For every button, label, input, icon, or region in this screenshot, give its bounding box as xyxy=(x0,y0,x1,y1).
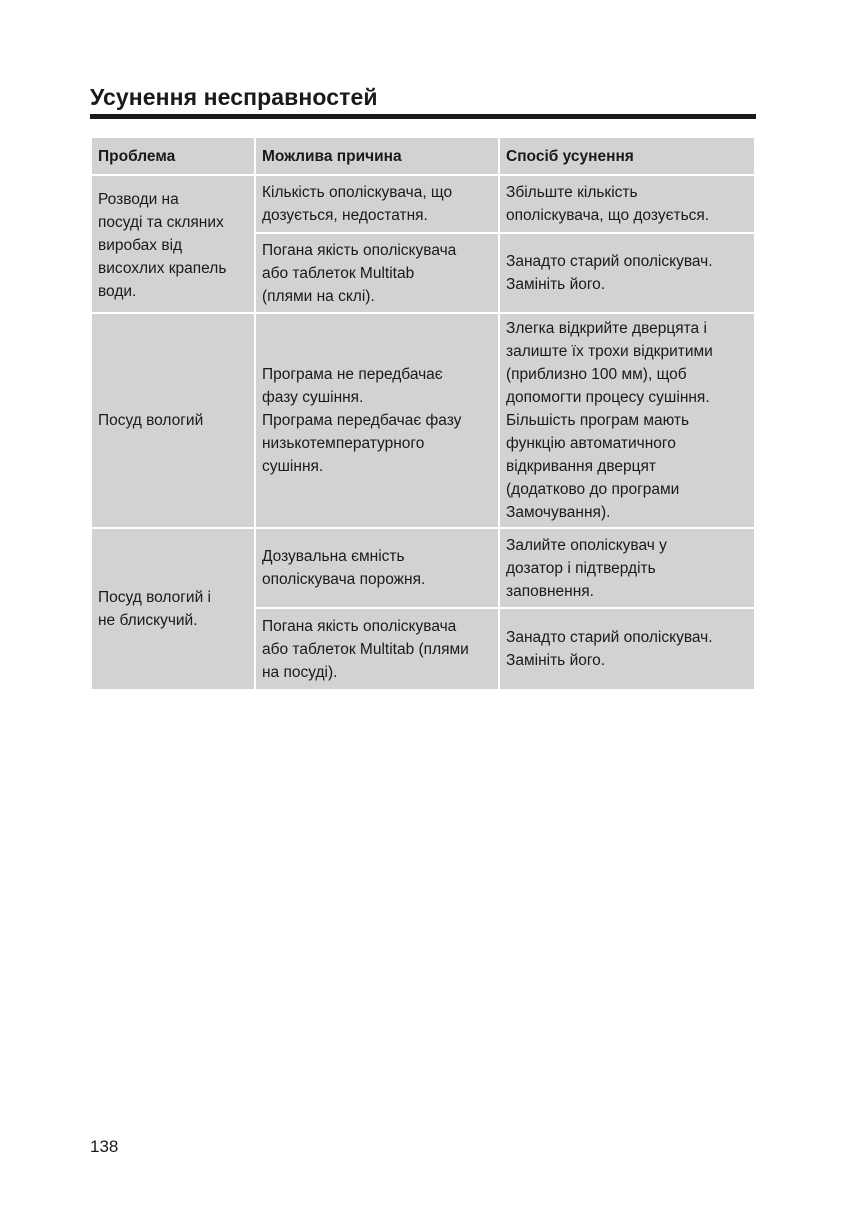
solution-cell xyxy=(499,608,755,690)
problem-text: Розводи на посуді та скляних виробах від висохлих крапель води. xyxy=(98,191,227,300)
table-header-row xyxy=(91,137,755,175)
solution-cell xyxy=(499,528,755,608)
header-problem: Проблема xyxy=(91,137,255,175)
page-title: Усунення несправностей xyxy=(90,84,378,110)
cause-cell xyxy=(255,175,499,233)
problem-cell xyxy=(91,313,255,528)
problem-text: Посуд вологий xyxy=(98,412,204,429)
cause-text: Погана якість ополіскувача або таблеток Multitab (плями на посуді). xyxy=(262,617,469,681)
problem-cell xyxy=(91,528,255,690)
problem-cell xyxy=(91,175,255,313)
table-row xyxy=(91,175,755,233)
cause-cell xyxy=(255,528,499,608)
solution-cell xyxy=(499,175,755,233)
problem-text: Посуд вологий і не блискучий. xyxy=(98,589,211,629)
cause-text: Програма не передбачає фазу сушіння. Програма передбачає фазу низькотемпературного сушіння. xyxy=(262,366,462,475)
header-solution: Спосіб усунення xyxy=(499,137,755,175)
solution-text: Злегка відкрийте дверцята і залиште їх трохи відкритими (приблизно 100 мм), щоб допомогти процесу сушіння. Більшість програм мають функцію автоматичного відкривання дверцят (додатково до програми Замочування). xyxy=(506,320,713,521)
solution-text: Збільште кількість ополіскувача, що дозується. xyxy=(506,184,710,224)
solution-text: Залийте ополіскувач у дозатор і підтвердіть заповнення. xyxy=(506,536,667,600)
cause-cell xyxy=(255,233,499,313)
solution-text: Занадто старий ополіскувач. Замініть його. xyxy=(506,253,713,293)
solution-cell xyxy=(499,233,755,313)
table-row xyxy=(91,313,755,528)
cause-text: Кількість ополіскувача, що дозується, недостатня. xyxy=(262,184,453,224)
cause-text: Дозувальна ємність ополіскувача порожня. xyxy=(262,548,426,588)
page-number: 138 xyxy=(90,1137,119,1156)
troubleshooting-table xyxy=(90,136,756,691)
table-row xyxy=(91,528,755,608)
cause-cell xyxy=(255,313,499,528)
title-underline xyxy=(90,114,756,119)
header-cause: Можлива причина xyxy=(255,137,499,175)
solution-cell xyxy=(499,313,755,528)
solution-text: Занадто старий ополіскувач. Замініть його. xyxy=(506,629,713,669)
cause-text: Погана якість ополіскувача або таблеток Multitab (плями на склі). xyxy=(262,241,457,305)
cause-cell xyxy=(255,608,499,690)
